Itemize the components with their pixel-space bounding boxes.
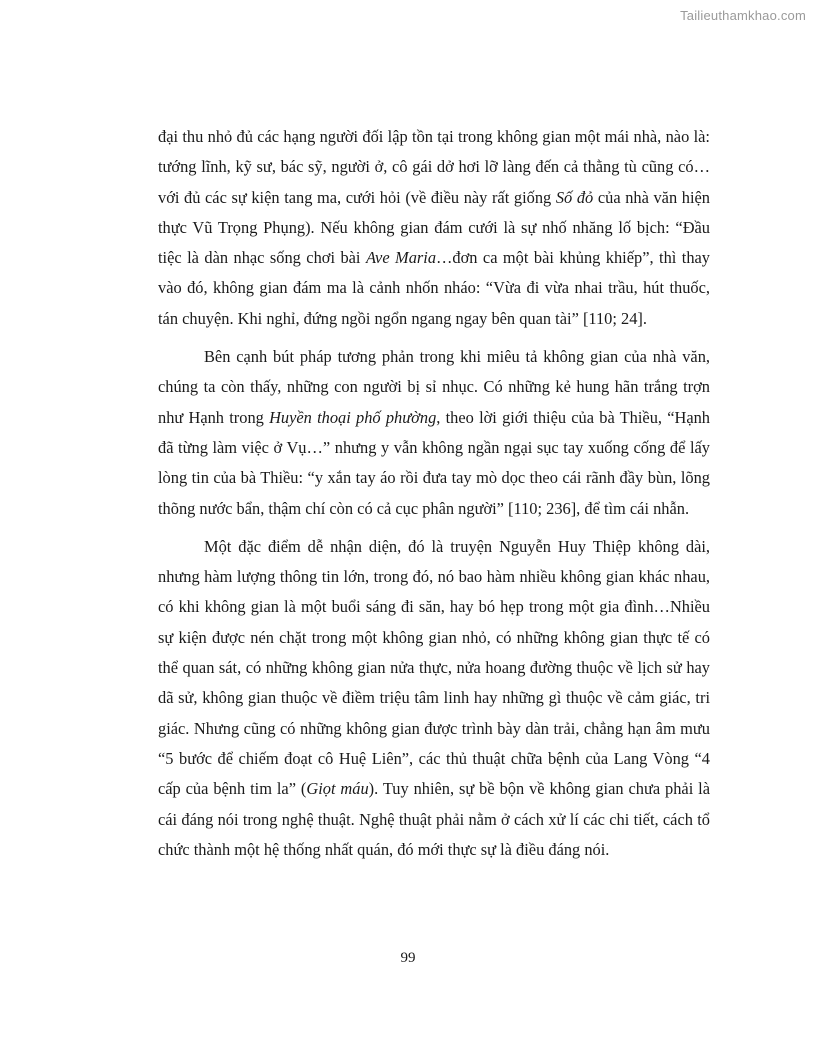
paragraph-text: …đơn ca một bài khủng khiếp”, thì thay vào đó, không gian đám ma là cảnh nhốn nháo: “Vừa đi vừa nhai trầu, hút thuốc, tán chuyện. Khi nghỉ, đứng ngồi ngổn ngang ngay bên quan tài” [110; 24]. xyxy=(158,248,710,328)
paragraph-text: Bên cạnh bút pháp tương phản trong khi miêu tả không gian của nhà văn, chúng ta còn thấy, những con người bị sỉ nhục. Có những kẻ hung hãn trắng trợn như Hạnh trong xyxy=(158,347,710,427)
paragraph-text: Một đặc điểm dễ nhận diện, đó là truyện Nguyễn Huy Thiệp không dài, nhưng hàm lượng thông tin lớn, trong đó, nó bao hàm nhiều không gian khác nhau, có khi không gian là một buổi sáng đi săn, hay bó hẹp trong một gia đình…Nhiều sự kiện được nén chặt trong một không gian nhỏ, có những không gian thực tế có thể quan sát, có những không gian nửa thực, nửa hoang đường thuộc về lịch sử hay dã sử, không gian thuộc về điềm triệu tâm linh hay những gì thuộc về cảm giác, tri giác. Nhưng cũng có những không gian được trình bày dàn trải, chẳng hạn âm mưu “5 bước để chiếm đoạt cô Huệ Liên”, các thủ thuật chữa bệnh của Lang Vòng “4 cấp của bệnh tim la” ( xyxy=(158,536,710,799)
paragraph-3 xyxy=(158,532,710,865)
paragraph-text: đại thu nhỏ đủ các hạng người đối lập tồn tại trong không gian một mái nhà, nào là: tướng lĩnh, kỹ sư, bác sỹ, người ở, cô gái dở hơi lỡ làng đến cả thằng tù cũng có…với đủ các sự kiện tang ma, cưới hỏi (về điều này rất giống xyxy=(158,127,710,207)
italic-title-ave-maria: Ave Maria xyxy=(365,248,437,268)
italic-title-huyen-thoai-pho-phuong: Huyền thoại phố phường xyxy=(269,407,437,427)
italic-title-so-do: Số đỏ xyxy=(555,187,594,207)
paragraph-2 xyxy=(158,342,710,524)
paragraph-text: của nhà văn hiện thực Vũ Trọng Phụng). Nếu không gian đám cưới là sự nhố nhăng lố bịch: “Đầu tiệc là dàn nhạc sống chơi bài xyxy=(158,187,710,268)
watermark-text: Tailieuthamkhao.com xyxy=(680,8,806,23)
paragraph-text: , theo lời giới thiệu của bà Thiều, “Hạnh đã từng làm việc ở Vụ…” nhưng y vẫn không ngần ngại sục tay xuống cống để lấy lòng tin của bà Thiều: “y xắn tay áo rồi đưa tay mò dọc theo cái rãnh đầy bùn, lõng thõng nước bẩn, thậm chí còn có cả cục phân người” [110; 236], để tìm cái nhẫn. xyxy=(158,407,710,518)
paragraph-text: ). Tuy nhiên, sự bề bộn về không gian chưa phải là cái đáng nói trong nghệ thuật. Nghệ thuật phải nằm ở cách xử lí các chi tiết, cách tổ chức thành một hệ thống nhất quán, đó mới thực sự là điều đáng nói. xyxy=(158,779,710,859)
page-number: 99 xyxy=(400,950,416,966)
paragraph-1 xyxy=(158,122,710,334)
document-body xyxy=(158,122,710,873)
italic-title-giot-mau: Giọt máu xyxy=(306,779,369,799)
